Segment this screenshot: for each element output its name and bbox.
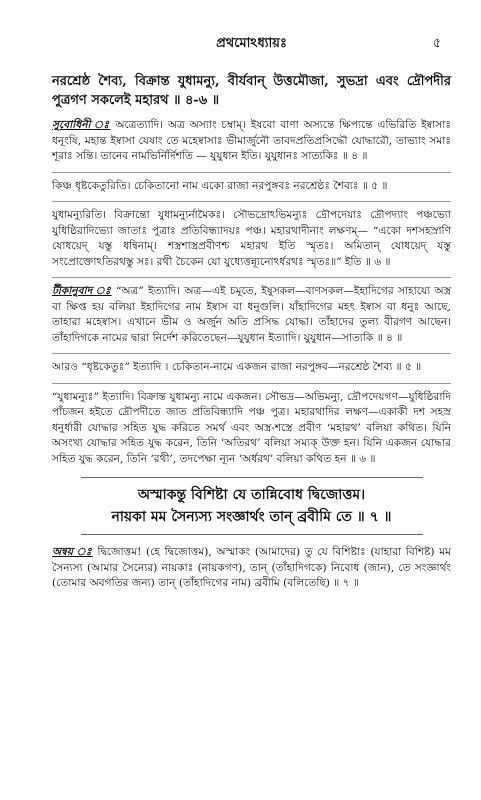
anvaya-paragraph [52, 545, 451, 592]
anvaya-label: অন্বয় ঃ [52, 546, 93, 558]
divider [52, 172, 451, 173]
divider [52, 383, 451, 384]
page-header [52, 28, 451, 52]
anvaya-text: দ্বিজোত্তম! (হে দ্বিজোত্তম), অস্মাকং (আমাদের) তু যে বিশিষ্টাঃ (যাহারা বিশিষ্ট) মম সৈন্যস্য (আমার সৈন্যের) নায়কাঃ (নায়কগণ), তান্ (তাঁহাদিগকে) নিবোধ (জান), তে সংজ্ঞার্থং (তোমার অবগতির জন্য) তান্ (তাঁহাদিগের নাম) ব্রবীমি (বলিতেছি) ॥ ৭ ॥ [52, 546, 451, 589]
translation-paragraph-5: আরও “ধৃষ্টকেতুঃ” ইত্যাদি । চেকিতান-নামে একজন রাজা নরপুঙ্গব—নরশ্রেষ্ঠ শৈব্য ॥ ৫ ॥ [52, 361, 422, 373]
subodhini-label: সুবোধিনী ঃ [52, 119, 111, 131]
commentary-paragraph-5: কিঞ্চ ধৃষ্টকেতুরিতি। চেকিতানো নাম একো রাজা নরপুঙ্গবঃ নরশ্রেষ্ঠঃ শৈব্যঃ ॥ ৫ ॥ [52, 179, 388, 192]
divider [52, 277, 451, 278]
sloka-line-1: অস্মাকন্তু বিশিষ্টা যে তান্নিবোধ দ্বিজোত্তম। [137, 487, 366, 503]
divider [52, 353, 451, 354]
subodhini-paragraph [52, 118, 451, 165]
verse-translation: নরশ্রেষ্ঠ শৈব্য, বিক্রান্ত যুধামন্যু, বীর্যবান্ উত্তমৌজা, সুভদ্রা এবং দ্রৌপদীর পুত্রগণ সকলেই মহারথ ॥ ৪-৬ ॥ [52, 74, 451, 108]
translation-paragraph-6: “যুধামন্যুঃ” ইত্যাদি। বিক্রান্ত যুধামন্যু নামে একজন। সৌভদ্র—অভিমন্যু, দ্রৌপদেয়গণ—যুধিষ্ঠিরাদি পাঁচজন হইতে দ্রৌপদীতে জাত প্রতিবিন্ধ্যাদি পঞ্চ পুত্র। মহারথাদির লক্ষণ—একাকী দশ সহস্র ধনুর্ধারী যোদ্ধার সহিত যুদ্ধ করিতে সমর্থ এবং অস্ত্র-শস্ত্রে প্রবীণ ‘মহারথ’ বলিয়া কথিত। যিনি অসংখ্য যোদ্ধার সহিত যুদ্ধ করেন, তিনি ‘অতিরথ’ বলিয়া সম্যক্ উক্ত হন। যিনি একজন যোদ্ধার সহিত যুদ্ধ করেন, তিনি ‘রথী’, তদপেক্ষা ন্যূন ‘অর্ধরথ’ বলিয়া কথিত হন ॥ ৬ ॥ [52, 390, 451, 465]
subodhini-text: অত্রেত্যাদি। অত্র অস্যাং চম্বাম্। ইষবো বাণা অস্যন্তে ক্ষিপ্যন্তে এভিরিতি ইষ্বাসাঃ ধনূংষি, মহান্ত ইষ্বাসা যেষাং তে মহেষ্বাসাঃ ভীমার্জুনৌ তাবদপ্রতিপ্রসিদ্ধৌ যোদ্ধারৌ, তাভ্যাং সমাঃ শূরাঃ সন্তি। তানেব নামভির্নির্দিশতি — যুযুধান ইতি। যুযুধানঃ সাত্যকিঃ ॥ ৪ ॥ [52, 119, 451, 162]
tika-text: “অত্র” ইত্যাদি। অত্র—এই চমূতে, ইষুসকল—বাণসকল—ইহাদিগের সাহায্যে অস্ত্র বা ক্ষিপ্ত হয় বলিয়া ইহাদিগের নাম ইষ্বাস বা ধনুগুলি। যাঁহাদিগের মহৎ ইষ্বাস বা ধনুঃ আছে, তাহারা মহেষ্বাস। এখানে ভীম ও অর্জুন অতি প্রসিদ্ধ যোদ্ধা। তাঁহাদের তুল্য বীরগণ আছেন। তাঁহাদিগকে নামের দ্বারা নির্দেশ করিতেছেন—যুযুধান ইত্যাদি। যুযুধান—সাত্যকি ॥ ৪ ॥ [52, 285, 451, 344]
tika-label: টীকানুবাদ ঃ [52, 285, 112, 297]
tika-paragraph [52, 284, 451, 346]
chapter-title: প্রথমোঽধ্যায়ঃ [216, 36, 287, 51]
divider [52, 201, 451, 202]
commentary-paragraph-6: যুধামন্যুরিতি। বিক্রান্তো যুধামন্যুর্নামৈকঃ। সৌভদ্রোঽভিমন্যুঃ দ্রৌপদেয়াঃ দ্রৌপদ্যাং পঞ্চভ্যো যুধিষ্ঠিরাদিভ্যো জাতাঃ পুত্রাঃ প্রতিবিন্ধ্যাদয়ঃ পঞ্চ। মহারথাদীনাং লক্ষণম্— “একো দশসহস্রাণি যোধয়েদ্ যস্তু ধন্বিনাম্। শস্ত্রশাস্ত্রপ্রবীণশ্চ মহারথ ইতি স্মৃতঃ। অমিতান্ যোধয়েদ্ যস্তু সংপ্রোক্তোঽতিরথস্তু সঃ। রথী চৈকেন যো যুধ্যেত্তন্ন্যূনোঽর্ধরথঃ স্মৃতঃ॥” ইতি ॥ ৬ ॥ [52, 209, 451, 268]
sloka-line-2: নায়কা মম সৈন্যস্য সংজ্ঞার্থং তান্ ব্রবীমি তে ॥ ৭ ॥ [111, 509, 392, 525]
page-number: ৫ [432, 36, 441, 51]
sloka-7 [81, 477, 423, 535]
